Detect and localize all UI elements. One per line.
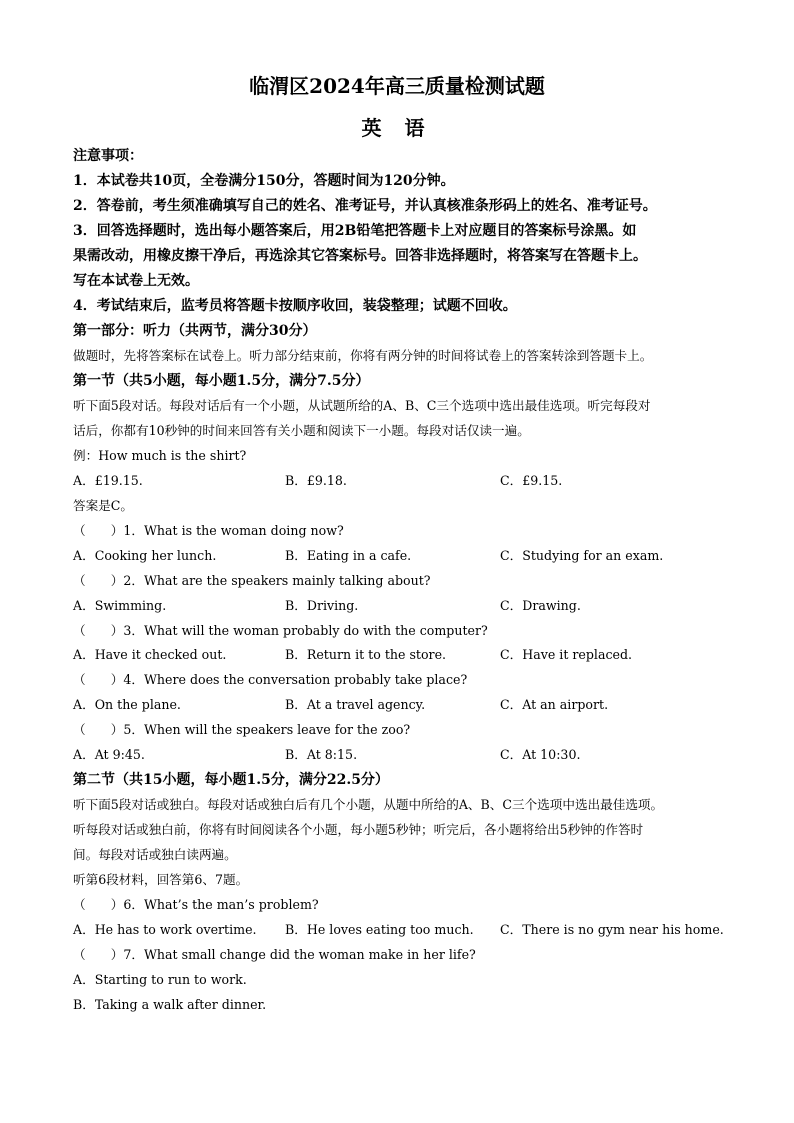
- q1-option-a: A．Cooking her lunch.: [73, 548, 217, 563]
- q2-option-a: A．Swimming.: [73, 598, 167, 613]
- q3-option-b: B．Return it to the store.: [285, 647, 447, 662]
- notice-item: 写在本试卷上无效。: [73, 273, 199, 289]
- question-3: （ ）3．What will the woman probably do with the computer?: [73, 623, 488, 638]
- q4-option-b: B．At a travel agency.: [285, 697, 426, 712]
- example-option-c: C．£9.15.: [500, 473, 563, 488]
- question-2: （ ）2．What are the speakers mainly talking about?: [73, 573, 431, 588]
- part1-heading: 第一部分：听力（共两节，满分30分）: [73, 323, 317, 339]
- q5-option-a: A．At 9:45.: [73, 747, 145, 762]
- example-question: 例：How much is the shirt?: [73, 448, 247, 463]
- exam-title: 临渭区2024年高三质量检测试题: [249, 74, 545, 98]
- section2-heading: 第二节（共15小题，每小题1.5分，满分22.5分）: [73, 772, 389, 788]
- q4-option-c: C．At an airport.: [500, 697, 609, 712]
- example-option-b: B．£9.18.: [285, 473, 347, 488]
- notice-item: 3．回答选择题时，选出每小题答案后，用2B铅笔把答题卡上对应题目的答案标号涂黑。如: [73, 223, 637, 239]
- notice-heading: 注意事项：: [73, 148, 143, 164]
- q6-option-b: B．He loves eating too much.: [285, 922, 474, 937]
- q1-option-b: B．Eating in a cafe.: [285, 548, 412, 563]
- example-answer: 答案是C。: [73, 498, 134, 513]
- q3-option-c: C．Have it replaced.: [500, 647, 633, 662]
- example-option-a: A．£19.15.: [73, 473, 143, 488]
- notice-item: 1．本试卷共10页，全卷满分150分，答题时间为120分钟。: [73, 173, 455, 189]
- q5-option-b: B．At 8:15.: [285, 747, 358, 762]
- notice-item: 果需改动，用橡皮擦干净后，再选涂其它答案标号。回答非选择题时，将答案写在答题卡上。: [73, 248, 647, 264]
- section2-intro: 间。每段对话或独白读两遍。: [73, 847, 237, 862]
- section1-intro: 话后，你都有10秒钟的时间来回答有关小题和阅读下一小题。每段对话仅读一遍。: [73, 423, 530, 438]
- section1-intro: 听下面5段对话。每段对话后有一个小题，从试题所给的A、B、C三个选项中选出最佳选项。听完每段对: [73, 398, 651, 413]
- q2-option-b: B．Driving.: [285, 598, 359, 613]
- q3-option-a: A．Have it checked out.: [73, 647, 227, 662]
- notice-item: 4．考试结束后，监考员将答题卡按顺序收回，装袋整理；试题不回收。: [73, 298, 517, 314]
- q1-option-c: C．Studying for an exam.: [500, 548, 664, 563]
- section1-heading: 第一节（共5小题，每小题1.5分，满分7.5分）: [73, 373, 370, 389]
- question-1: （ ）1．What is the woman doing now?: [73, 523, 344, 538]
- exam-subject: 英 语: [361, 116, 433, 140]
- q6-option-a: A．He has to work overtime.: [73, 922, 257, 937]
- q4-option-a: A．On the plane.: [73, 697, 181, 712]
- question-4: （ ）4．Where does the conversation probably take place?: [73, 672, 468, 687]
- q5-option-c: C．At 10:30.: [500, 747, 581, 762]
- question-6: （ ）6．What’s the man’s problem?: [73, 897, 319, 912]
- q6-option-c: C．There is no gym near his home.: [500, 922, 724, 937]
- notice-item: 2．答卷前，考生须准确填写自己的姓名、准考证号，并认真核准条形码上的姓名、准考证号。: [73, 198, 657, 214]
- question-5: （ ）5．When will the speakers leave for the zoo?: [73, 722, 411, 737]
- q7-option-b: B．Taking a walk after dinner.: [73, 997, 267, 1012]
- q2-option-c: C．Drawing.: [500, 598, 581, 613]
- question-7: （ ）7．What small change did the woman make in her life?: [73, 947, 476, 962]
- q7-option-a: A．Starting to run to work.: [73, 972, 247, 987]
- section2-intro: 听每段对话或独白前，你将有时间阅读各个小题，每小题5秒钟；听完后，各小题将给出5秒钟的作答时: [73, 822, 644, 837]
- section2-intro: 听下面5段对话或独白。每段对话或独白后有几个小题，从题中所给的A、B、C三个选项中选出最佳选项。: [73, 797, 664, 812]
- material-instruction: 听第6段材料，回答第6、7题。: [73, 872, 249, 887]
- part1-intro: 做题时，先将答案标在试卷上。听力部分结束前，你将有两分钟的时间将试卷上的答案转涂到答题卡上。: [73, 348, 653, 363]
